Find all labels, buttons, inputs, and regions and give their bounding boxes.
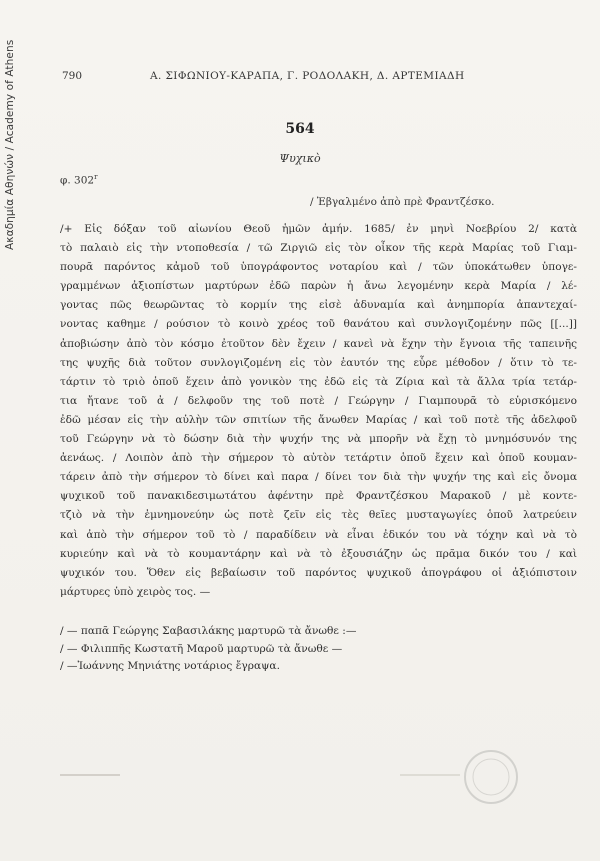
body-line: γραμμένων ἀξιοπίστων μαρτύρων ἐδῶ παρὼν ἡ ἄνω λεγομένην κερὰ Μαρία / λέ- — [60, 280, 577, 293]
document-body — [60, 220, 577, 602]
signature-block — [60, 623, 577, 676]
body-line: τια ἤτανε τοῦ ἀ / δελφοῦν της τοῦ ποτὲ / Γεώργην / Γιαμπουρᾶ τὸ εὑρισκόμενο — [60, 394, 577, 407]
body-line: τὸ παλαιὸ εἰς τὴν ντοποθεσία / τῶ Ζιργιῶ εἰς τὸν οἶκον τῆς κερὰ Μαρίας τοῦ Γιαμ- — [60, 242, 577, 255]
body-line: ἀενάως. / Λοιπὸν ἀπὸ τὴν σήμερον τὸ αὐτὸν τετάρτιν ὁποῦ ἔχειν καὶ ὁποῦ κουμαν- — [60, 452, 577, 465]
body-line: ψυχικόν του. Ὅθεν εἰς βεβαίωσιν τοῦ παρόντος ψυχικοῦ ἀπογράφου οἱ ἀξιόπιστοιν — [60, 566, 577, 579]
faint-bleed-through — [60, 770, 460, 780]
faded-stamp — [462, 748, 520, 806]
body-line: τοῦ Γεώργην νὰ τὸ δώσην διὰ τὴν ψυχήν της νὰ μπορῆν νὰ ἔχῃ τὸ μνημόσυνόν της — [60, 433, 577, 446]
body-line: νοντας καθημε / ρούσιον τὸ κοινὸ χρέος τοῦ θανάτου καὶ συνλογιζομένην πῶς [[...]] — [60, 318, 577, 331]
body-line: ἀποβιώσην ἀπὸ τὸν κόσμο ἐτοῦτον δὲν ἔχειν / κανεὶ νὰ ἔχην τὴν ἔγνοια τῆς ταπεινῆς — [60, 337, 577, 350]
body-line: της ψυχῆς διὰ τοῦτον συνλογιζομένη εἰς τὸν ἑαυτόν της εὗρε μέθοδον / ὅτιν τὸ τε- — [60, 356, 577, 369]
signature-line: / — παπᾶ Γεώργης Σαβασιλάκης μαρτυρῶ τὰ ἄνωθε :— — [60, 625, 357, 637]
document-heading: / Ἐβγαλμένο ἀπὸ πρὲ Φραντζέσκο. — [310, 196, 495, 208]
body-line: τζιὸ νὰ τὴν ἐμνημονεύην ὡς ποτὲ ζεῖν εἰς τὲς θεῖες μυσταγωγίες ὁποῦ λατρεύειν — [60, 509, 577, 522]
archive-side-label: Ακαδημία Αθηνών / Academy of Athens — [4, 40, 16, 251]
body-line: τάρτιν τὸ τριὸ ὁποῦ ἔχειν ἀπὸ γονικὸν της ἐδῶ εἰς τὰ Ζίρια καὶ τὰ ἄλλα τρία τετάρ- — [60, 375, 577, 388]
body-line: μάρτυρες ὑπὸ χειρὸς τος. — — [60, 585, 211, 598]
body-line: κυριεύην καὶ νὰ τὸ κουμαντάρην καὶ νὰ τὸ ἐξουσιάζην ὡς πρᾶμα δικόν του / καὶ — [60, 547, 577, 560]
body-line: /+ Εἰς δόξαν τοῦ αἰωνίου Θεοῦ ἡμῶν ἀμήν. 1685/ ἐν μηνὶ Νοεβρίου 2/ κατὰ — [60, 223, 577, 235]
signature-line: / —Ἰωάννης Μηνιάτης νοτάριος ἔγραψα. — [60, 660, 280, 672]
running-head: Α. ΣΙΦΩΝΙΟΥ-ΚΑΡΑΠΑ, Γ. ΡΟΔΟΛΑΚΗ, Δ. ΑΡΤΕΜΙΑΔΗ — [150, 70, 465, 82]
folio-text: φ. 302 — [60, 174, 95, 187]
page-header — [60, 70, 580, 86]
folio-superscript: r — [94, 173, 98, 181]
folio-reference — [60, 173, 97, 187]
body-line: καὶ ἀπὸ τὴν σήμερον τοῦ τὸ / παραδίδειν νὰ εἶναι ἐδικόν του νὰ τόχην καὶ νὰ τὸ — [60, 528, 577, 541]
page-number: 790 — [62, 70, 83, 82]
body-line: πουρᾶ παρόντος κἀμοῦ τοῦ ὑπογράφοντος νοταρίου καὶ / τῶν ὑποκάτωθεν ὑπογε- — [60, 261, 577, 274]
document-number: 564 — [285, 121, 315, 137]
body-line: γοντας πῶς θεωρῶντας τὸ κορμίν της εἰσὲ ἀδυναμία καὶ ἀνημπορία ἀπαντεχαί- — [60, 299, 577, 312]
signature-line: / — Φιλιππῆς Κωστατῆ Μαροῦ μαρτυρῶ τὰ ἄνωθε — — [60, 642, 343, 655]
document-type: Ψυχικὸ — [279, 152, 321, 165]
body-line: ψυχικοῦ τοῦ πανακιδεσιμωτάτου ἀφέντην πρὲ Φραντζέσκου Μαρακοῦ / μὲ κοντε- — [60, 490, 577, 503]
body-line: τάρειν ἀπὸ τὴν σήμερον τὸ δίνει καὶ παρα / δίνει τον διὰ τὴν ψυχήν της καὶ εἰς ὄνομα — [60, 471, 577, 484]
body-line: ἐδῶ μέσαν εἰς τὴν αὐλὴν τῶν σπιτίων τῆς ἄνωθεν Μαρίας / καὶ τοῦ ποτὲ τῆς ἀδελφοῦ — [60, 413, 577, 426]
